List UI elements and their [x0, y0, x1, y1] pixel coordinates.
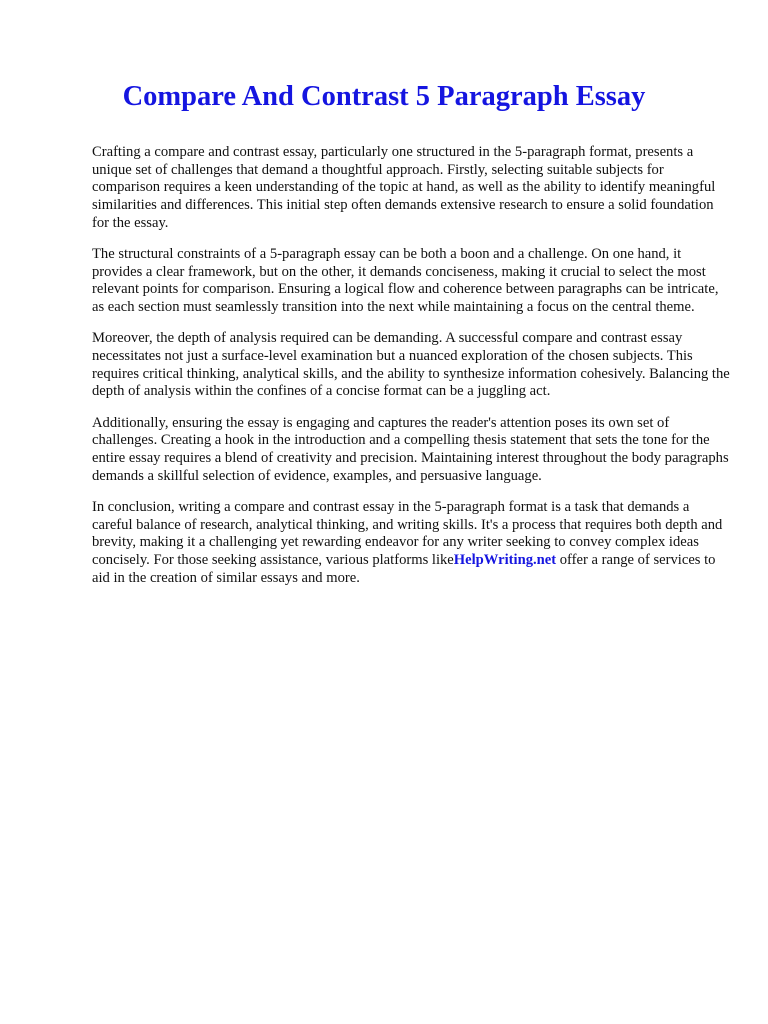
essay-body	[92, 144, 732, 601]
conclusion-text-end: offer a range of services to aid in the creation of similar essays and more.	[92, 552, 716, 586]
paragraph-2: The structural constraints of a 5-paragraph essay can be both a boon and a challenge. On one hand, it provides a clear framework, but on the other, it demands conciseness, making it crucial to select the most relevant points for comparison. Ensuring a logical flow and coherence between paragraphs can be intricate, as each section must seamlessly transition into the next while maintaining a focus on the central theme.	[92, 246, 719, 316]
conclusion-text: In conclusion, writing a compare and contrast essay in the 5-paragraph format is a task that demands a careful balance of research, analytical thinking, and writing skills. It's a process that requires both depth and brevity, making it a challenging yet rewarding endeavor for any writer seeking to convey complex ideas concisely. For those seeking assistance, various platforms like	[92, 498, 723, 569]
paragraph-1: Crafting a compare and contrast essay, particularly one structured in the 5-paragraph format, presents a unique set of challenges that demand a thoughtful approach. Firstly, selecting suitable subjects for comparison requires a keen understanding of the topic at hand, as well as the ability to identify meaningful similarities and differences. This initial step often demands extensive research to ensure a solid foundation for the essay.	[92, 144, 716, 231]
paragraph-3: Moreover, the depth of analysis required can be demanding. A successful compare and contrast essay necessitates not just a surface-level examination but a nuanced exploration of the chosen subjects. This requires critical thinking, analytical skills, and the ability to synthesize information cohesively. Balancing the depth of analysis within the confines of a concise format can be a juggling act.	[92, 330, 730, 400]
page-title: Compare And Contrast 5 Paragraph Essay	[122, 81, 646, 112]
helpwriting-link[interactable]: HelpWriting.net	[453, 552, 557, 569]
paragraph-4: Additionally, ensuring the essay is engaging and captures the reader's attention poses its own set of challenges. Creating a hook in the introduction and a compelling thesis statement that sets the tone for the entire essay requires a blend of creativity and precision. Maintaining interest throughout the body paragraphs demands a skillful selection of evidence, examples, and persuasive language.	[92, 414, 729, 484]
paragraph-conclusion	[92, 499, 732, 588]
